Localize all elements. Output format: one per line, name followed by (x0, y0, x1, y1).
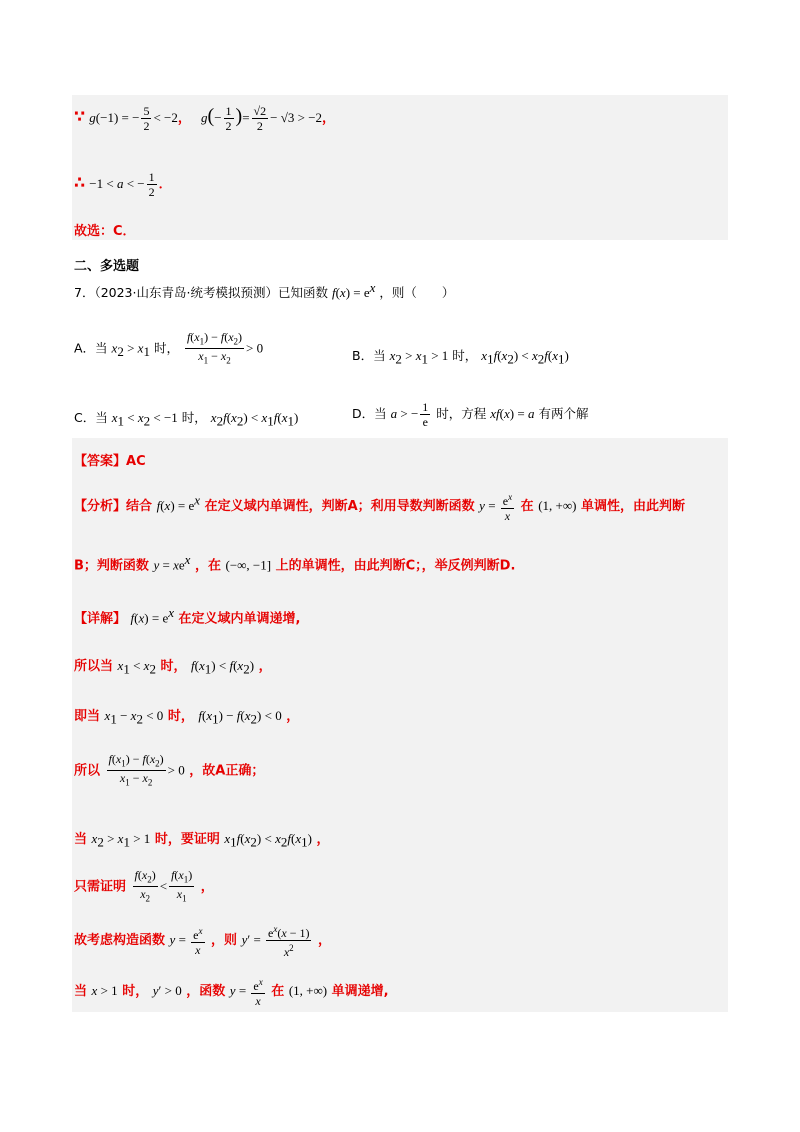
choice-conclusion: 故选：C． (74, 224, 136, 239)
detail-line-3: 即当 $x_1 - x_2 < 0$ 时， $f(x_1) - f(x_2) < 0$ ， (74, 708, 300, 727)
fraction: $\frac{5}{2}$ (143, 104, 150, 133)
option-a: A．当 $x_2 > x_1$ 时， $\frac{f(x_1) - f(x_2)}{x_1 - x_2}$ > 0 (74, 330, 264, 366)
section-title: 二、多选题 (74, 259, 140, 274)
analysis-line-2: B；判断函数 $y = xe^x$ ，在 (−∞, −1] 上的单调性，由此判断C；，举反例判断D. (74, 552, 516, 574)
answer: 【答案】AC (74, 454, 146, 469)
detail-line-8: 当 x > 1 时， y′ > 0 ，函数 y = $\frac{e^x}{x}$ 在 (1, +∞) 单调递增, (74, 977, 389, 1008)
top-line-1: ∵ g(−1) = − $\frac{5}{2}$ < −2， g(− $\frac{1}{2}$ )= $\frac{√2}{2}$ − √3 > −2， (74, 104, 336, 133)
option-b: B．当 $x_2 > x_1 > 1$ 时， $x_1f(x_2) < x_2f(x_1)$ (352, 348, 569, 367)
top-line-2: ∴ −1 < a < − $\frac{1}{2}$ ． (74, 170, 172, 199)
question-stem: 7．（2023·山东青岛·统考模拟预测）已知函数 $f(x) = e^x$ ，则（ ） (74, 280, 455, 301)
option-d: D．当 a > − $\frac{1}{e}$ 时，方程 xf(x) = a 有两个解 (352, 400, 589, 429)
detail-line-4: 所以 $\frac{f(x_1) - f(x_2)}{x_1 - x_2}$ > 0 ，故A正确； (74, 752, 265, 788)
detail-line-5: 当 $x_2 > x_1 > 1$ 时，要证明 $x_1f(x_2) < x_2f(x_1)$ ， (74, 831, 330, 850)
detail-line-6: 只需证明 $\frac{f(x_2)}{x_2}$ < $\frac{f(x_1)}{x_1}$ ， (74, 868, 214, 904)
option-c: C．当 $x_1 < x_2 < -1$ 时， $x_2f(x_2) < x_1f(x_1)$ (74, 410, 299, 429)
detail-line-1: 【详解】 $f(x) = e^x$ 在定义域内单调递增, (74, 605, 301, 627)
detail-line-7: 故考虑构造函数 y = $\frac{e^x}{x}$ ，则 y′ = $\frac{e^x(x - 1)}{x^2}$ ， (74, 924, 332, 959)
detail-line-2: 所以当 $x_1 < x_2$ 时， $f(x_1) < f(x_2)$ ， (74, 658, 272, 677)
analysis-line-1: 【分析】结合 $f(x) = e^x$ 在定义域内单调性，判断A；利用导数判断函数 y = $\frac{e^x}{x}$ 在 (1, +∞) 单调性，由此判断 (74, 492, 685, 523)
